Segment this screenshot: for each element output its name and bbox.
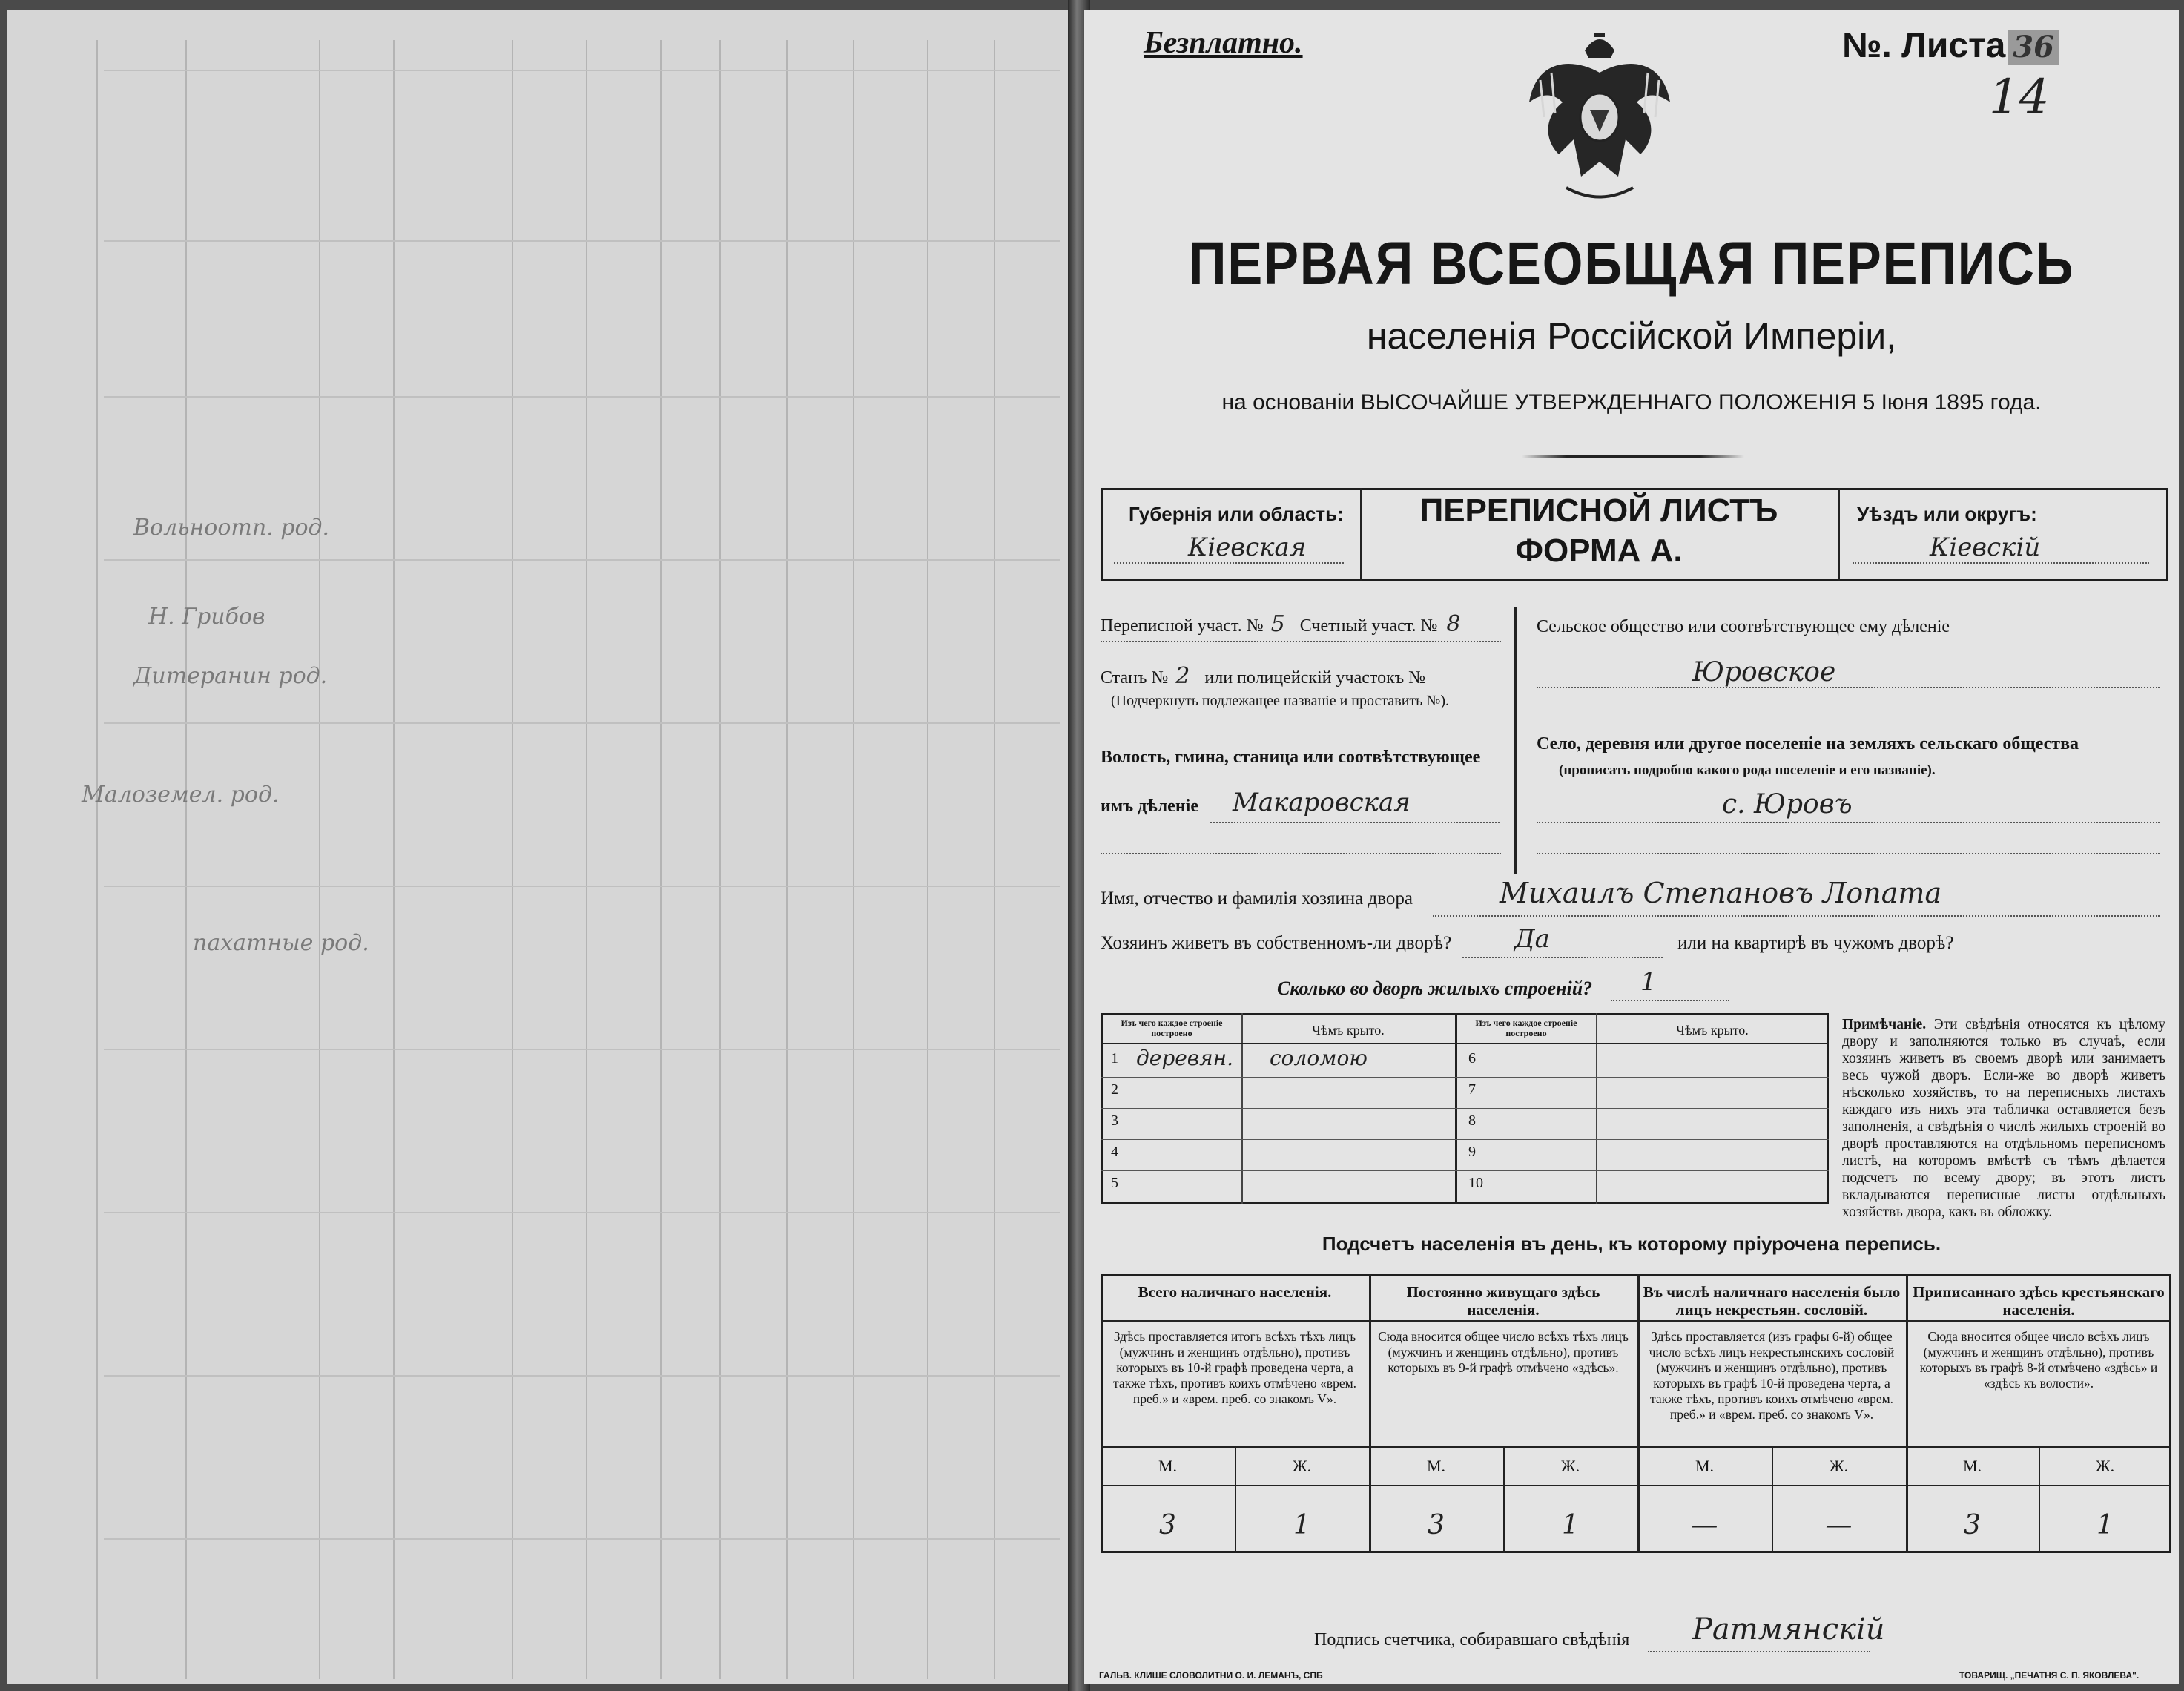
left-hand-note-2: Н. Грибов — [148, 604, 265, 630]
building-row-number: 1 — [1111, 1050, 1118, 1067]
count-col-title: Всего наличнаго населенія. — [1138, 1283, 1332, 1301]
count-female-value: 1 — [2096, 1510, 2114, 1540]
left-hand-note-3: Дитеранин род. — [133, 663, 328, 689]
buildings-col2-header: Чѣмъ крыто. — [1312, 1023, 1385, 1038]
count-female-label: Ж. — [1560, 1457, 1580, 1475]
count-male-label: М. — [1962, 1457, 1982, 1475]
signature-value: Ратмянскій — [1692, 1612, 1885, 1646]
stan-note: (Подчеркнуть подлежащее названіе и проставить №). — [1111, 693, 1449, 709]
sheet-number-label — [1842, 25, 2059, 66]
own-yard-value: Да — [1514, 924, 1550, 954]
count-male-value: 3 — [1159, 1510, 1176, 1540]
signature-label: Подпись счетчика, собиравшаго свѣдѣнія — [1314, 1630, 1630, 1649]
village-value: с. Юровъ — [1722, 789, 1853, 820]
count-male-label: М. — [1426, 1457, 1446, 1475]
counting-district-value: 8 — [1446, 611, 1461, 637]
village-note: (прописать подробно какого рода поселеніе и его названіе). — [1559, 762, 1936, 778]
district-label: Уѣздъ или округъ: — [1857, 503, 2037, 525]
count-male-value: — — [1691, 1510, 1718, 1540]
sheet-number-hand: 14 — [1989, 70, 2050, 125]
count-male-label: М. — [1158, 1457, 1178, 1475]
form-subtitle: населенія Россійской Имперіи, — [1366, 315, 1897, 357]
count-female-label: Ж. — [1829, 1457, 1849, 1475]
buildings-value: 1 — [1640, 967, 1657, 997]
owner-value: Михаилъ Степановъ Лопата — [1500, 877, 1942, 909]
building-roof: соломою — [1270, 1046, 1368, 1070]
stan-row — [1101, 663, 1425, 689]
building-row-number: 5 — [1111, 1175, 1118, 1191]
police-label: или полицейскій участокъ № — [1204, 668, 1426, 688]
sheet-label: №. Листа — [1842, 26, 2006, 65]
count-col-title: Приписаннаго здѣсь крестьянскаго населенія. — [1913, 1283, 2165, 1319]
count-female-label: Ж. — [2095, 1457, 2115, 1475]
count-col-desc: Сюда вносится общее число всѣхъ лицъ (мужчинъ и женщинъ отдѣльно), противъ которыхъ въ графѣ 8-й отмѣчено «здѣсь» и «здѣсь къ волости». — [1919, 1329, 2158, 1391]
building-row-number: 3 — [1111, 1112, 1118, 1129]
count-col-desc: Сюда вносится общее число всѣхъ тѣхъ лицъ (мужчинъ и женщинъ отдѣльно), противъ которыхъ въ 9-й графѣ отмѣчено «здѣсь». — [1378, 1329, 1629, 1375]
ornament-divider — [1522, 455, 1744, 458]
census-district-row — [1101, 611, 1460, 637]
count-col-title: Въ числѣ наличнаго населенія было лицъ некрестьян. сословій. — [1643, 1283, 1901, 1319]
count-female-label: Ж. — [1292, 1457, 1312, 1475]
note-title: Примѣчаніе. — [1842, 1017, 1927, 1032]
sheet-number-value: 36 — [2008, 30, 2059, 65]
building-row-number: 2 — [1111, 1081, 1118, 1098]
province-value: Кіевская — [1188, 533, 1307, 562]
building-row-number: 9 — [1468, 1144, 1476, 1160]
form-sheet-title: ПЕРЕПИСНОЙ ЛИСТЪ — [1419, 492, 1778, 529]
left-hand-note-5: пахатные род. — [193, 930, 369, 956]
building-row-number: 7 — [1468, 1081, 1476, 1098]
building-material: деревян. — [1136, 1046, 1233, 1070]
count-col-title: Постоянно живущаго здѣсь населенія. — [1406, 1283, 1600, 1319]
form-main-title: ПЕРВАЯ ВСЕОБЩАЯ ПЕРЕПИСЬ — [1188, 230, 2075, 297]
imperial-eagle-emblem — [1522, 28, 1677, 214]
stan-value: 2 — [1175, 663, 1190, 689]
owner-label: Имя, отчество и фамилія хозяина двора — [1101, 889, 1413, 909]
volost-label-2: имъ дѣленіе — [1101, 797, 1198, 816]
count-female-value: 1 — [1562, 1510, 1579, 1540]
building-row-number: 4 — [1111, 1144, 1118, 1160]
census-district-value: 5 — [1270, 611, 1285, 637]
footer-right: ТОВАРИЩ. „ПЕЧАТНЯ С. П. ЯКОВЛЕВА". — [1959, 1670, 2140, 1681]
count-heading: Подсчетъ населенія въ день, къ которому пріурочена перепись. — [1322, 1233, 1941, 1255]
count-male-label: М. — [1695, 1457, 1715, 1475]
form-legal-basis: на основаніи ВЫСОЧАЙШЕ УТВЕРЖДЕННАГО ПОЛОЖЕНІЯ 5 Іюня 1895 года. — [1221, 390, 2042, 415]
counting-district-label: Счетный участ. № — [1299, 616, 1438, 636]
left-hand-note-1: Вольноотп. род. — [133, 515, 330, 541]
count-male-value: 3 — [1428, 1510, 1445, 1540]
count-col-desc: Здѣсь проставляется (изъ графы 6-й) общее число всѣхъ лицъ некрестьянскихъ сословій (мужчинъ и женщинъ отдѣльно), противъ которыхъ въ графѣ 10-й проведена черта, а также тѣхъ, противъ коихъ отмѣчено «врем. преб.» и «врем. преб. со знакомъ V». — [1649, 1329, 1895, 1422]
free-label: Безплатно. — [1144, 26, 1303, 60]
province-label: Губернія или область: — [1129, 503, 1344, 525]
rent-label: или на квартирѣ въ чужомъ дворѣ? — [1677, 933, 1954, 953]
buildings-col1-header-right: Изъ чего каждое строеніе построено — [1475, 1018, 1577, 1038]
left-hand-note-4: Малоземел. род. — [82, 782, 280, 808]
form-sheet-subtitle: ФОРМА А. — [1515, 533, 1683, 569]
building-row-number: 6 — [1468, 1050, 1476, 1067]
volost-value: Макаровская — [1233, 788, 1411, 817]
village-label: Село, деревня или другое поселеніе на земляхъ сельскаго общества — [1537, 734, 2079, 754]
society-label: Сельское общество или соотвѣтствующее ему дѣленіе — [1537, 617, 1950, 636]
buildings-table — [1101, 1013, 1829, 1204]
count-female-value: 1 — [1293, 1510, 1310, 1540]
volost-label: Волость, гмина, станица или соотвѣтствующее — [1101, 748, 1481, 767]
count-female-value: — — [1825, 1510, 1853, 1540]
note-text: Эти свѣдѣнія относятся къ цѣлому двору и заполняются только въ случаѣ, если хозяинъ живетъ въ своемъ дворѣ или занимаетъ весь чужой дворъ. Если-же во дворѣ живетъ нѣсколько хозяйствъ, то на переписныхъ листахъ каждаго изъ нихъ эта табличка оставляется безъ заполненія, а свѣдѣнія о числѣ жилыхъ строеній во дворѣ проставляются на отдѣльномъ переписномъ листѣ, на которомъ вмѣстѣ съ тѣмъ дѣлается подсчетъ по всему двору; въ этотъ листъ вкладываются переписные листы отдѣльныхъ хозяйствъ двора, какъ въ обложку. — [1842, 1017, 2165, 1220]
census-form-page — [1084, 10, 2179, 1684]
society-value: Юровское — [1692, 657, 1836, 688]
count-col-desc: Здѣсь проставляется итогъ всѣхъ тѣхъ лицъ (мужчинъ и женщинъ отдѣльно), противъ которыхъ въ 10-й графѣ проведена черта, а также тѣхъ, противъ коихъ отмѣчено «врем. преб.» и «врем. преб. со знакомъ V». — [1112, 1329, 1357, 1406]
buildings-note — [1842, 1016, 2165, 1221]
stan-label: Станъ № — [1101, 668, 1169, 688]
left-page — [7, 10, 1075, 1684]
buildings-label: Сколько во дворѣ жилыхъ строеній? — [1277, 978, 1593, 999]
count-male-value: 3 — [1964, 1510, 1981, 1540]
own-yard-label: Хозяинъ живетъ въ собственномъ-ли дворѣ? — [1101, 933, 1452, 953]
buildings-col2-header-right: Чѣмъ крыто. — [1676, 1023, 1749, 1038]
district-value: Кіевскій — [1930, 533, 2041, 562]
building-row-number: 10 — [1468, 1175, 1483, 1191]
building-row-number: 8 — [1468, 1112, 1476, 1129]
buildings-col1-header: Изъ чего каждое строеніе построено — [1121, 1018, 1223, 1038]
footer-left: ГАЛЬВ. КЛИШЕ СЛОВОЛИТНИ О. И. ЛЕМАНЪ, СПБ — [1099, 1670, 1323, 1681]
census-district-label: Переписной участ. № — [1101, 616, 1264, 636]
